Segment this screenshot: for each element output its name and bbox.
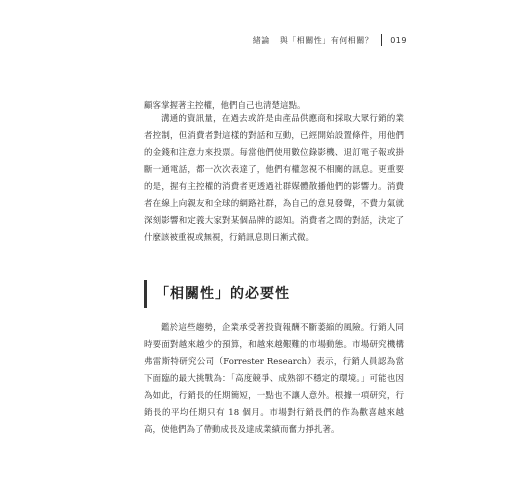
paragraph-text: 顧客掌握著主控權，他們自己也清楚這點。 [144,101,306,111]
running-head [253,34,407,46]
paragraph-text: 鑑於這些趨勢，企業承受著投資報酬不斷萎縮的風險。行銷人同時要面對越來越少的預算，和越來越艱難的市場動態。市場研究機構弗雷斯特研究公司（Forrester Research）表示，行銷人員認為當下面臨的最大挑戰為：「高度競爭、成熟卻不穩定的環境。」可能也因為如此，行銷長的任期簡短，一點也不讓人意外。根據一項研究，行銷長的平均任期只有 18 個月。市場對行銷長們的作為歡喜越來越高，使他們為了帶動成長及達成業績而奮力掙扎著。 [144,323,404,435]
paragraph-communication [144,111,404,247]
paragraph-text: 溝通的資訊量，在過去或許是由產品供應商和採取大眾行銷的業者控制，但消費者對這樣的對話和互動，已經開始設置條件，用他們的金錢和注意力來投票。每當他們使用數位錄影機、退訂電子報或掛斷一通電話，都一次次表達了，他們有權忽視不相關的訊息。更重要的是，握有主控權的消費者更透過社群媒體散播他們的影響力。消費者在線上向親友和全球的網路社群，為自己的意見發聲，不費力氣就深刻影響和定義大家對某個品牌的認知。消費者之間的對話，決定了什麼該被重視或無視，行銷訊息則日漸式微。 [144,114,404,243]
header-divider [381,34,382,46]
section-heading [144,280,290,308]
chapter-label: 緒論 [252,35,270,45]
section-heading-text: 「相關性」的必要性 [155,286,290,302]
paragraph-trends [144,320,404,439]
page-number: 019 [390,35,407,45]
section-title-label: 與「相關性」有何相關？ [279,35,374,45]
